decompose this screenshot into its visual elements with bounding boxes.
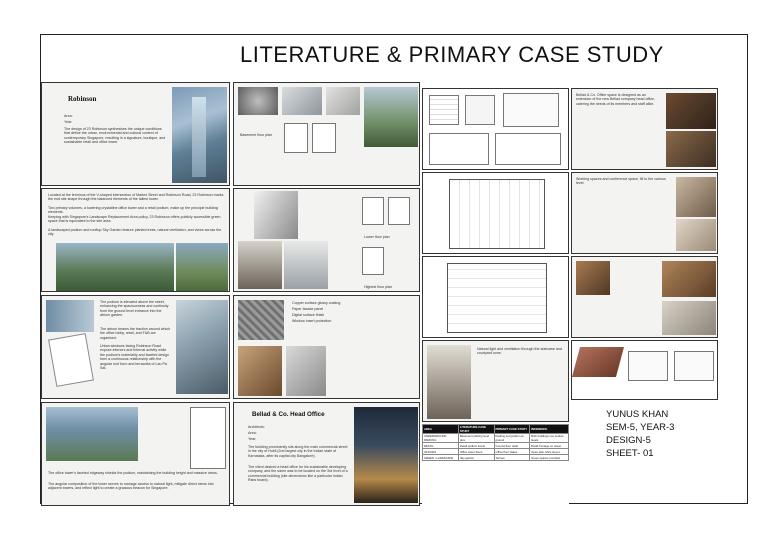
bellad-note-1: Bellad & Co. Office space is designed as an extension of the new Bellad company head office, catering the needs of its members and staff alike. (576, 93, 656, 106)
highest-plan-label: Highest floor plan (364, 285, 392, 289)
workspace-photo-1 (576, 261, 610, 295)
basement-plan-drawing (284, 123, 308, 153)
tower-section-diagram (46, 300, 94, 332)
bellad-note-3: Natural light and ventilation through the staircase and courtyard zone. (477, 347, 562, 356)
table-cell: GREEN / LANDSCAPE (423, 455, 459, 461)
site-plan-3 (503, 93, 559, 127)
bellad-paragraph-2: The client desired a head office for his sustainable developing company, and the same was to be located on the 3rd level of a commercial building (site dimensions like a particular Indian Rsbs board). (248, 465, 348, 483)
robinson-podium-panel (41, 295, 230, 399)
basement-plan-label: Basement floor plan (240, 133, 272, 137)
table-cell: OFFICES (423, 449, 459, 455)
table-cell: RETAIL (423, 443, 459, 449)
robinson-area-label: Area: (64, 114, 73, 118)
bellad-area-label: Area: (248, 431, 257, 435)
lobby-photo (238, 241, 282, 289)
robinson-bullet-3: Keeping with Singapore's Landscape Replacement Area policy, 23 Robinson offers publicly accessible green space that is equivalent to the site area. (48, 215, 221, 224)
bellad-panel (233, 402, 420, 506)
podium-point-2: The atrium beams the traction around which the office lobby, retail, and F&B are organised. (100, 327, 171, 340)
bellad-notes-panel-1 (571, 88, 718, 170)
table-cell: Sky garden (458, 455, 494, 461)
bellad-site-plans-panel (422, 88, 569, 170)
table-header: PRIMARY CASE STUDY (494, 425, 530, 434)
robinson-heading: Robinson (68, 95, 97, 103)
student-credit-block (606, 408, 674, 460)
table-cell: Retail podium levels (458, 443, 494, 449)
semester-year: SEM-5, YEAR-3 (606, 422, 675, 433)
bellad-floor-plan-panel (422, 172, 569, 254)
bellad-furniture-plan-panel (422, 256, 569, 338)
podium-greenery-photo (176, 243, 228, 291)
podium-point-3: Urban windows facing Robinson Road expose interiors and internal activity while the podium's materiality and faceted design form a continuous relationship with the angular roof form and terracotta of Lau Pa Sat. (100, 344, 170, 371)
sky-garden-photo (56, 243, 174, 291)
table-cell: Retail frontage on street (530, 443, 569, 449)
section-drawing-2 (495, 133, 561, 165)
table-row (423, 455, 569, 461)
workspace-photo-3 (662, 301, 716, 335)
tower-elevation-drawing (190, 407, 226, 469)
sheet-title: LITERATURE & PRIMARY CASE STUDY (240, 42, 664, 67)
materials-panel (233, 295, 420, 399)
site-plan-2 (465, 95, 495, 125)
table-cell: Ground floor retail (494, 443, 530, 449)
elevation-drawing-2 (674, 351, 714, 381)
highest-plan-drawing (362, 247, 384, 275)
material-1: Copper surface glossy coating (292, 301, 341, 305)
site-plan-1 (429, 95, 459, 125)
workspace-photo-2 (662, 261, 716, 297)
comparison-table (422, 424, 569, 461)
bellad-photos-panel (571, 256, 718, 338)
robinson-bullet-1: Located at the terminus of the V-shaped intersection of Market Street and Robinson Road, 23 Robinson marks the end site shape through the balanced elements of the tallest tower. (48, 193, 224, 202)
comparison-table-panel (422, 424, 569, 506)
office-interior-photo-1 (666, 93, 716, 129)
table-cell: Office tower floors (458, 449, 494, 455)
greenery-tower-photo (364, 87, 418, 147)
interior-photo-2 (326, 87, 360, 115)
workstation-photo (676, 219, 716, 251)
material-photo-2 (286, 346, 326, 396)
material-3: Digital surface finish (292, 313, 325, 317)
robinson-intro-text: The design of 23 Robinson synthesises the unique conditions that define the urban, environmental and cultural context of contemporary Singapore, resulting in a signature, boutique, and sustainable retail and office tower. (64, 127, 166, 145)
lower-plan-drawing (362, 197, 384, 225)
bottom-point-1: The office tower's faceted ridgeway shields the podium, maintaining the building height and massive views. (48, 471, 218, 475)
material-2: Paper facade panel (292, 307, 324, 311)
site-model-photo (238, 87, 278, 115)
lower-plan-label: Lower floor plan (364, 235, 390, 239)
bellad-notes-panel-2 (571, 172, 718, 254)
robinson-bullet-2: Two primary volumes, a towering crystalline office tower and a retail podium, make up the principle building elements. (48, 206, 218, 215)
robinson-intro-panel (41, 82, 230, 186)
bellad-night-photo (354, 407, 418, 503)
elevation-drawing-1 (628, 351, 668, 381)
table-header: LITERATURE CASE STUDY (458, 425, 494, 434)
atrium-photo (284, 241, 328, 289)
lower-plan-drawing-2 (388, 197, 410, 225)
design-level: DESIGN-5 (606, 435, 651, 446)
interior-photo-1 (282, 87, 322, 115)
robinson-year-label: Year: (64, 120, 73, 124)
sheet-number: SHEET- 01 (606, 448, 654, 459)
table-cell: Green spaces provided (530, 455, 569, 461)
material-4: Window insert protection (292, 319, 332, 323)
tower-sketch (48, 333, 94, 387)
bellad-interior-panel (422, 340, 569, 422)
axonometric-roof-drawing (572, 347, 624, 377)
office-interior-photo-2 (666, 131, 716, 167)
table-header: AREA (423, 425, 459, 434)
bellad-paragraph-1: The building prominently sits along the main commercial street in the city of Hubli (2nd largest city in the Indian state of Karnataka, after its capital city Bangalore). (248, 445, 348, 458)
bellad-furniture-plan (447, 263, 547, 333)
table-cell: Parking and podium at ground (494, 434, 530, 443)
city-skyline-photo (46, 407, 138, 461)
material-photo-1 (238, 346, 282, 396)
podium-facade-photo (176, 300, 228, 394)
robinson-text-panel (41, 188, 230, 292)
table-header: INFERENCE (530, 425, 569, 434)
table-cell: Both buildings use podium levels (530, 434, 569, 443)
robinson-bullet-4: A landscaped podium and rooftop Sky Garden feature planted trees, natural ventilation, and views across the city. (48, 228, 222, 237)
bellad-floor-plan (449, 179, 545, 249)
conference-photo (676, 177, 716, 217)
bellad-heading: Bellad & Co. Head Office (252, 411, 325, 418)
bellad-axonometric-panel (571, 340, 718, 400)
table-row (423, 434, 569, 443)
bellad-note-2: Working spaces and conference space, fill to the various level. (576, 177, 666, 186)
table-cell: Basement parking level plus (458, 434, 494, 443)
section-drawing-1 (429, 133, 489, 165)
robinson-tower-facade (192, 97, 206, 177)
robinson-bottom-panel (41, 402, 230, 506)
staircase-photo (427, 345, 471, 419)
podium-point-1: The podium is elevated above the street, enhancing the spaciousness and continuity from the ground level entrance into the atrium garden. (100, 300, 169, 318)
basement-plan-drawing-2 (312, 123, 336, 153)
tower-model-render (254, 191, 298, 239)
table-cell: UNDERGROUND PARKING (423, 434, 459, 443)
bellad-architects-label: Architects: (248, 425, 265, 429)
bottom-point-2: The angular composition of the tower serves to manage access to natural light, mitigate direct views into adjacent towers, and reflect light to create a gracious beacon for Singapore. (48, 482, 214, 491)
table-cell: Open plan office layout (530, 449, 569, 455)
table-cell: Office floor plates (494, 449, 530, 455)
bellad-year-label: Year: (248, 437, 257, 441)
student-name: YUNUS KHAN (606, 409, 669, 420)
floor-plans-panel (233, 188, 420, 292)
basement-plan-panel (233, 82, 420, 186)
table-cell: Terrace (494, 455, 530, 461)
facade-texture-photo (238, 300, 284, 340)
